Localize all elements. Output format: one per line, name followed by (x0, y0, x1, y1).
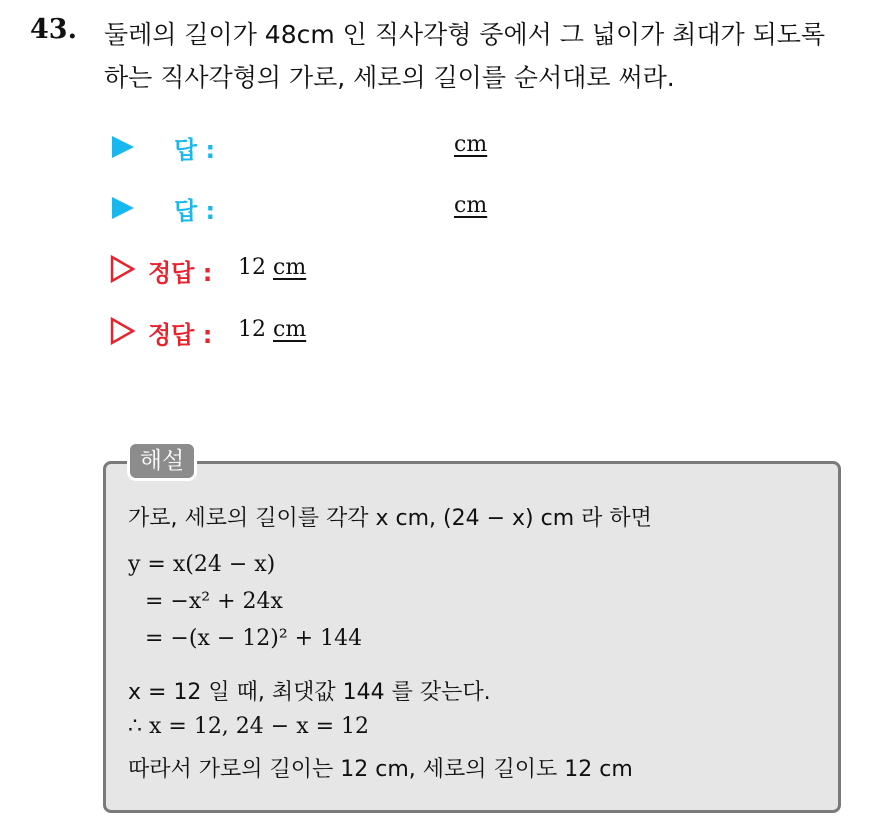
play-arrow-icon (112, 197, 134, 219)
answer-label: 답 : (174, 136, 216, 164)
answer-label: 답 : (174, 197, 216, 225)
triangle-outline-icon (110, 255, 136, 283)
solution-unit: cm (273, 317, 307, 342)
answer-unit: cm (454, 132, 488, 157)
solution-label: 정답 : (148, 259, 213, 287)
explanation-line-5: x = 12 일 때, 최댓값 144 를 갖는다. (128, 680, 491, 705)
solution-value: 12 cm (238, 255, 307, 280)
explanation-line-3: = −x² + 24x (145, 589, 283, 614)
explanation-line-2: y = x(24 − x) (128, 552, 276, 577)
triangle-outline-icon (110, 317, 136, 345)
solution-label: 정답 : (148, 321, 213, 349)
solution-unit: cm (273, 255, 307, 280)
solution-value: 12 cm (238, 317, 307, 342)
explanation-tab: 해설 (127, 441, 197, 481)
explanation-line-7: 따라서 가로의 길이는 12 cm, 세로의 길이도 12 cm (128, 757, 633, 782)
explanation-line-1: 가로, 세로의 길이를 각각 x cm, (24 − x) cm 라 하면 (128, 506, 652, 531)
explanation-line-4: = −(x − 12)² + 144 (145, 626, 363, 651)
question-number: 43. (30, 14, 77, 45)
play-arrow-icon (112, 136, 134, 158)
question-text-line-1: 둘레의 길이가 48cm 인 직사각형 중에서 그 넓이가 최대가 되도록 (104, 20, 826, 49)
answer-unit: cm (454, 193, 488, 218)
explanation-line-6: ∴ x = 12, 24 − x = 12 (128, 714, 370, 739)
question-text-line-2: 하는 직사각형의 가로, 세로의 길이를 순서대로 써라. (104, 63, 675, 92)
